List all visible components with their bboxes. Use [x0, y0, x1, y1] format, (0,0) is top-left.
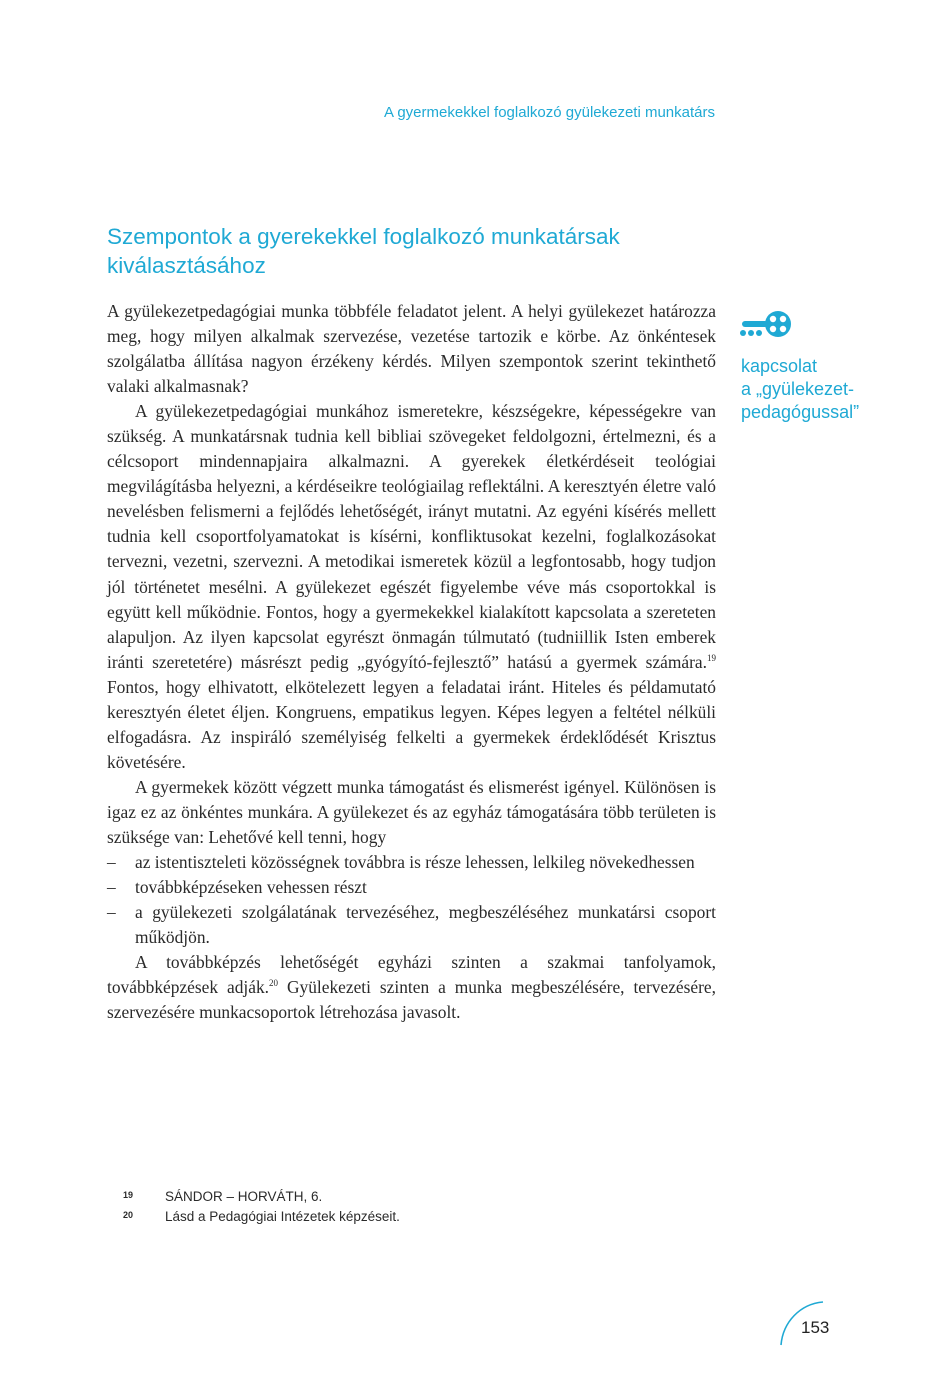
sidebar-note-line-2: a „gyülekezet-: [741, 379, 855, 399]
sidebar-note-line-3: pedagógussal”: [741, 402, 860, 422]
footnote-number: 20: [123, 1210, 134, 1220]
bullet-item: [107, 900, 716, 950]
dash-icon: –: [107, 902, 116, 923]
bullet-item: [107, 875, 716, 900]
section-title: [107, 222, 727, 280]
sidebar-note: [741, 355, 911, 424]
body-text: [107, 299, 716, 1025]
paragraph-2-part-2: Fontos, hogy elhivatott, elkötelezett legyen a feladatai iránt. Hiteles és példamutató keresztyén életet éljen. Kongruens, empatikus legyen. Képes legyen a feltétel nélküli elfogadásra. Az inspiráló személyiség felkelti a gyermekek érdeklődését Krisztus követésére.: [107, 676, 716, 772]
footnotes: [123, 1187, 723, 1227]
footnote-ref-20[interactable]: 20: [269, 978, 279, 989]
paragraph-4-part-2: Gyülekezeti szinten a munka megbeszélésére, tervezésére, szervezésére munkacsoportok létrehozása javasolt.: [107, 977, 716, 1023]
paragraph-2: [107, 399, 716, 775]
footnote-text: SÁNDOR – HORVÁTH, 6.: [165, 1189, 323, 1204]
paragraph-3: A gyermekek között végzett munka támogatást és elismerést igényel. Különösen is igaz ez az önkéntes munkára. A gyülekezet és az egyház támogatására több területen is szüksége van: Lehetővé kell tenni, hogy: [107, 776, 716, 847]
dash-icon: –: [107, 852, 116, 873]
page-number: 153: [801, 1318, 830, 1337]
paragraph-4: [107, 950, 716, 1025]
sidebar-note-line-1: kapcsolat: [741, 356, 818, 376]
bullet-item: [107, 850, 716, 875]
footnote-text: Lásd a Pedagógiai Intézetek képzéseit.: [165, 1209, 400, 1224]
section-title-line-2: kiválasztásához: [107, 253, 266, 278]
footnote-ref-19[interactable]: 19: [707, 652, 716, 663]
bullet-text: a gyülekezeti szolgálatának tervezéséhez, megbeszéléséhez munkatársi csoport működjön.: [135, 902, 716, 948]
paragraph-2-part-1: A gyülekezetpedagógiai munkához ismeretekre, készségekre, képességekre van szükség. A munkatársnak tudnia kell bibliai szövegeket feldolgozni, értelmezni, és a célcsoport mindennapjaira alkalmazni. A gyerekek életkérdéseit teológiai megvilágításba helyezni, a kérdéseikre teológiailag reflektálni. A keresztyén életre való nevelésben felismerni a fejlődés lehetőségét, irányt mutatni. Az egyéni kísérés mellett tudnia kell csoportfolyamatokat is kísérni, konfliktusokat kezelni, foglalkozásokat tervezni, vezetni, szervezni. A metodikai ismeretek közül a legfontosabb, hogy tudjon jól történetet mesélni. A gyülekezet egészét figyelembe véve más csoportokkal is együtt kell működnie. Fontos, hogy a gyermekekkel kialakított kapcsolata a szereteten alapuljon. Az ilyen kapcsolat egyrészt önmagán túlmutató (tudniillik Isten emberek iránti szeretetére) másrészt pedig „gyógyító-fejlesztő” hatású a gyermek számára.: [107, 401, 716, 672]
dash-icon: –: [107, 877, 116, 898]
bullet-text: továbbképzéseken vehessen részt: [135, 877, 367, 898]
paragraph-1: A gyülekezetpedagógiai munka többféle feladatot jelent. A helyi gyülekezet határozza meg, hogy milyen alkalmak szervezése, vezetése tartozik e körbe. Az önkéntesek szolgálatba állítása nagyon érzékeny kérdés. Milyen szempontok szerint tekinthető valaki alkalmasnak?: [107, 301, 716, 397]
footnote-19: [123, 1187, 723, 1207]
bullet-text: az istentiszteleti közösségnek továbbra is része lehessen, lelkileg növekedhessen: [135, 852, 695, 873]
bullet-list: [107, 850, 716, 950]
key-connection-icon: [740, 306, 792, 342]
footnote-number: 19: [123, 1190, 134, 1200]
section-title-line-1: Szempontok a gyerekekkel foglalkozó munkatársak: [107, 224, 620, 249]
running-header: A gyermekekkel foglalkozó gyülekezeti munkatárs: [384, 104, 715, 121]
footnote-20: [123, 1207, 723, 1227]
paragraph-4-part-1: A továbbképzés lehetőségét egyházi szinten a szakmai tanfolyamok, továbbképzések adják.: [107, 952, 716, 998]
